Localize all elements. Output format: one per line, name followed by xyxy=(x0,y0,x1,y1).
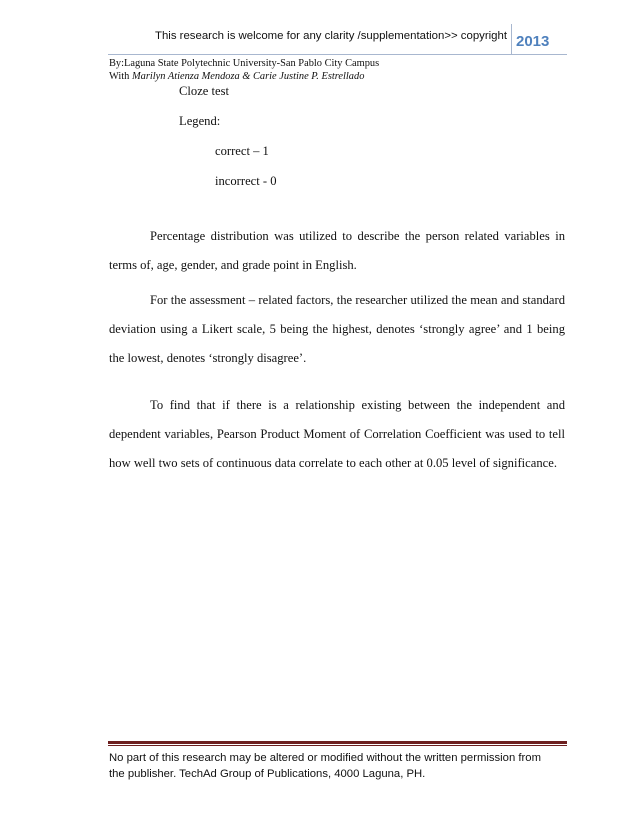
paragraph-assessment-factors xyxy=(109,293,565,363)
paragraph-line: the lowest, denotes ‘strongly disagree’. xyxy=(109,351,307,365)
footer-copyright-line2: the publisher. TechAd Group of Publications, 4000 Laguna, PH. xyxy=(109,768,426,780)
paragraph-person-variables xyxy=(109,229,565,270)
paragraph-line: deviation using a Likert scale, 5 being the highest, denotes ‘strongly agree’ and 1 being xyxy=(109,322,565,336)
byline-institution: By:Laguna State Polytechnic University-San Pablo City Campus xyxy=(109,58,380,69)
header-title: This research is welcome for any clarity /supplementation>> copyright xyxy=(155,30,508,42)
legend-label: Legend: xyxy=(179,114,221,128)
paragraph-line: terms of, age, gender, and grade point in English. xyxy=(109,258,357,272)
header-year: 2013 xyxy=(516,33,550,50)
byline-authors-names: Marilyn Atienza Mendoza & Carie Justine P. Estrellado xyxy=(131,71,365,82)
footer-rule-thick xyxy=(108,741,567,744)
paragraph-line: dependent variables, Pearson Product Moment of Correlation Coefficient was used to tell xyxy=(109,427,565,441)
cloze-test-heading: Cloze test xyxy=(179,84,230,98)
paragraph-line: Percentage distribution was utilized to describe the person related variables in xyxy=(150,229,565,243)
paragraph-pearson-correlation xyxy=(109,398,565,468)
legend-correct: correct – 1 xyxy=(215,144,269,158)
footer-copyright-line1: No part of this research may be altered or modified without the written permission from xyxy=(109,752,541,764)
paragraph-line: For the assessment – related factors, the researcher utilized the mean and standard xyxy=(150,293,565,307)
legend-incorrect: incorrect - 0 xyxy=(215,174,277,188)
byline-authors-prefix: With xyxy=(109,71,132,82)
header-rule xyxy=(108,54,567,55)
paragraph-line: To find that if there is a relationship existing between the independent and xyxy=(150,398,565,412)
footer-rule-thin xyxy=(108,745,567,746)
paragraph-line: how well two sets of continuous data correlate to each other at 0.05 level of significance. xyxy=(109,456,557,470)
byline-authors xyxy=(109,71,364,82)
